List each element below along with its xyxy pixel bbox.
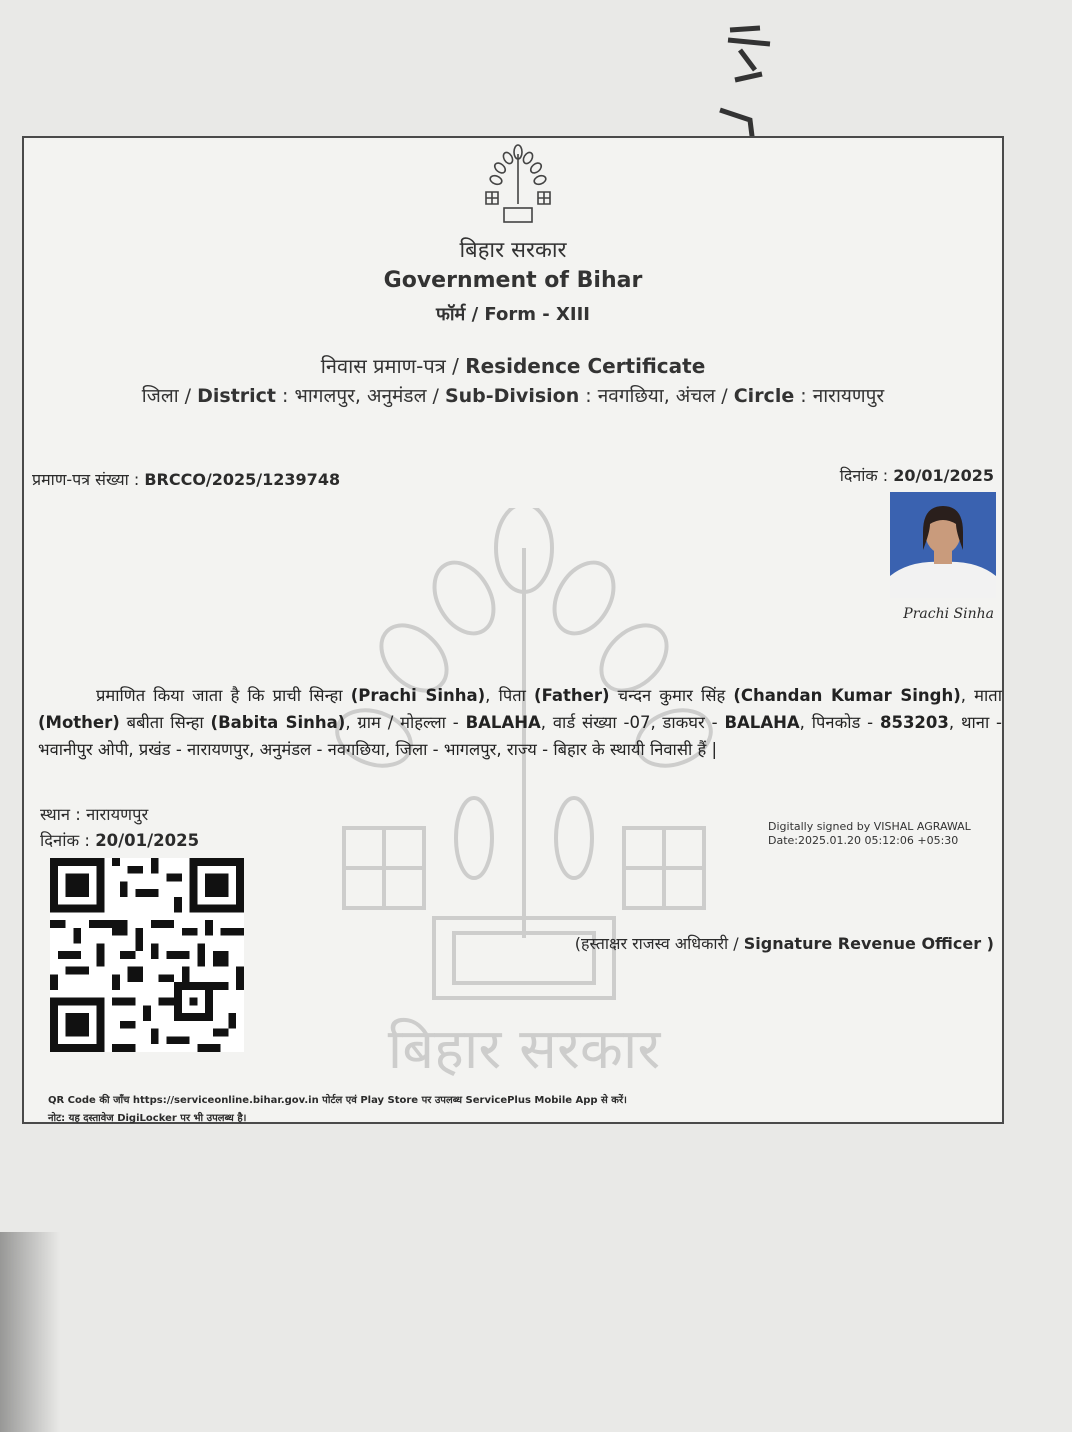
officer-label-english: Signature Revenue Officer )	[743, 934, 994, 953]
residence-certificate	[22, 136, 1004, 1124]
certificate-number-value: BRCCO/2025/1239748	[144, 470, 341, 489]
place-value: नारायणपुर	[86, 805, 149, 824]
state-name-hindi: बिहार सरकार	[459, 238, 567, 263]
certificate-title-hindi: निवास प्रमाण-पत्र /	[320, 354, 466, 378]
applicant-photo	[890, 492, 996, 598]
footer-date	[40, 828, 199, 851]
certificate-title	[24, 352, 1002, 379]
digital-signature	[768, 820, 971, 848]
person-icon	[890, 492, 996, 598]
district-value: : भागलपुर, अनुमंडल /	[276, 385, 445, 407]
watermark-text: बिहार सरकार	[387, 1017, 661, 1082]
photo-shadow	[0, 1232, 60, 1432]
officer-label-hindi: (हस्ताक्षर राजस्व अधिकारी /	[574, 934, 744, 953]
subdivision-value: : नवगछिया, अंचल /	[579, 385, 734, 407]
issue-date	[840, 464, 994, 486]
issue-date-label: दिनांक :	[839, 466, 894, 485]
district-label-hi: जिला /	[141, 385, 198, 407]
footer-date-label: दिनांक :	[40, 831, 96, 850]
certificate-title-english: Residence Certificate	[465, 354, 706, 378]
place-label: स्थान :	[40, 805, 87, 824]
certificate-number	[32, 468, 340, 490]
bihar-emblem-icon	[476, 142, 560, 228]
digital-signature-date: Date:2025.01.20 05:12:06 +05:30	[768, 834, 959, 847]
circle-label: Circle	[733, 385, 795, 407]
digital-signature-name: Digitally signed by VISHAL AGRAWAL	[768, 820, 971, 833]
watermark-emblem	[314, 508, 734, 1098]
state-name-english: Government of Bihar	[383, 268, 643, 293]
certificate-number-label: प्रमाण-पत्र संख्या :	[32, 470, 145, 489]
qr-code-icon	[50, 858, 244, 1052]
issue-date-value: 20/01/2025	[893, 466, 994, 485]
qr-verification-note: QR Code की जाँच https://serviceonline.bihar.gov.in पोर्टल एवं Play Store पर उपलब्ध ServicePlus Mobile App से करें।	[48, 1095, 627, 1106]
digilocker-note: नोट: यह दस्तावेज DigiLocker पर भी उपलब्ध है।	[48, 1113, 247, 1124]
place	[40, 802, 148, 825]
certificate-body: प्रमाणित किया जाता है कि प्राची सिन्हा (Prachi Sinha), पिता (Father) चन्दन कुमार सिंह (Chandan Kumar Singh), माता (Mother) बबीता सिन्हा (Babita Sinha), ग्राम / मोहल्ला - BALAHA, वार्ड संख्या -07, डाकघर - BALAHA, पिनकोड - 853203, थाना - भवानीपुर ओपी, प्रखंड - नारायणपुर, अनुमंडल - नवगछिया, जिला - भागलपुर, राज्य - बिहार के स्थायी निवासी हैं |	[38, 686, 1003, 759]
applicant-signature: Prachi Sinha	[903, 606, 994, 622]
district-line	[24, 382, 1002, 408]
form-number: फॉर्म / Form - XIII	[436, 304, 590, 325]
circle-value: : नारायणपुर	[794, 385, 885, 407]
district-label-en: District	[197, 385, 277, 407]
subdivision-label: Sub-Division	[444, 385, 580, 407]
signature-revenue-officer	[575, 932, 994, 954]
footer-date-value: 20/01/2025	[95, 831, 200, 850]
